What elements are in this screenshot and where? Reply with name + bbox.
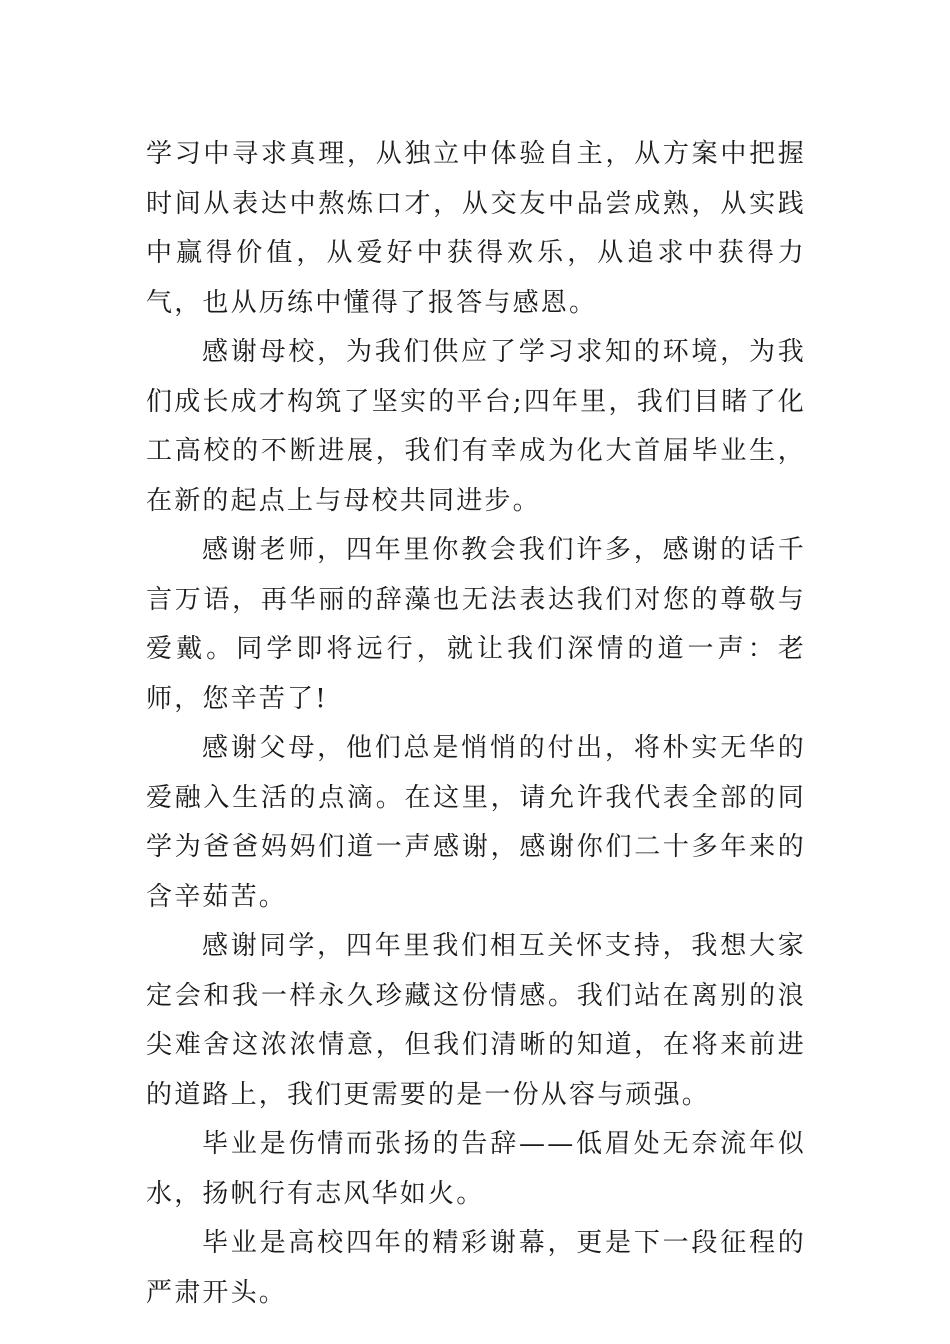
document-body — [146, 130, 806, 1318]
paragraph-continuation: 学习中寻求真理，从独立中体验自主，从方案中把握时间从表达中熬炼口才，从交友中品尝成熟，从实践中赢得价值，从爱好中获得欢乐，从追求中获得力气，也从历练中懂得了报答与感恩。 — [146, 139, 806, 318]
paragraph-thanks-classmates: 感谢同学，四年里我们相互关怀支持，我想大家定会和我一样永久珍藏这份情感。我们站在离别的浪尖难舍这浓浓情意，但我们清晰的知道，在将来前进的道路上，我们更需要的是一份从容与顽强。 — [146, 931, 806, 1110]
paragraph-farewell: 毕业是伤情而张扬的告辞——低眉处无奈流年似水，扬帆行有志风华如火。 — [146, 1129, 806, 1209]
paragraph-thanks-school: 感谢母校，为我们供应了学习求知的环境，为我们成长成才构筑了坚实的平台;四年里，我们目睹了化工高校的不断进展，我们有幸成为化大首届毕业生，在新的起点上与母校共同进步。 — [146, 337, 806, 516]
paragraph-thanks-parents: 感谢父母，他们总是悄悄的付出，将朴实无华的爱融入生活的点滴。在这里，请允许我代表全部的同学为爸爸妈妈们道一声感谢，感谢你们二十多年来的含辛茹苦。 — [146, 733, 806, 912]
paragraph-thanks-teachers: 感谢老师，四年里你教会我们许多，感谢的话千言万语，再华丽的辞藻也无法表达我们对您的尊敬与爱戴。同学即将远行，就让我们深情的道一声：老师，您辛苦了! — [146, 535, 806, 714]
paragraph-graduation-ending: 毕业是高校四年的精彩谢幕，更是下一段征程的严肃开头。 — [146, 1228, 806, 1308]
